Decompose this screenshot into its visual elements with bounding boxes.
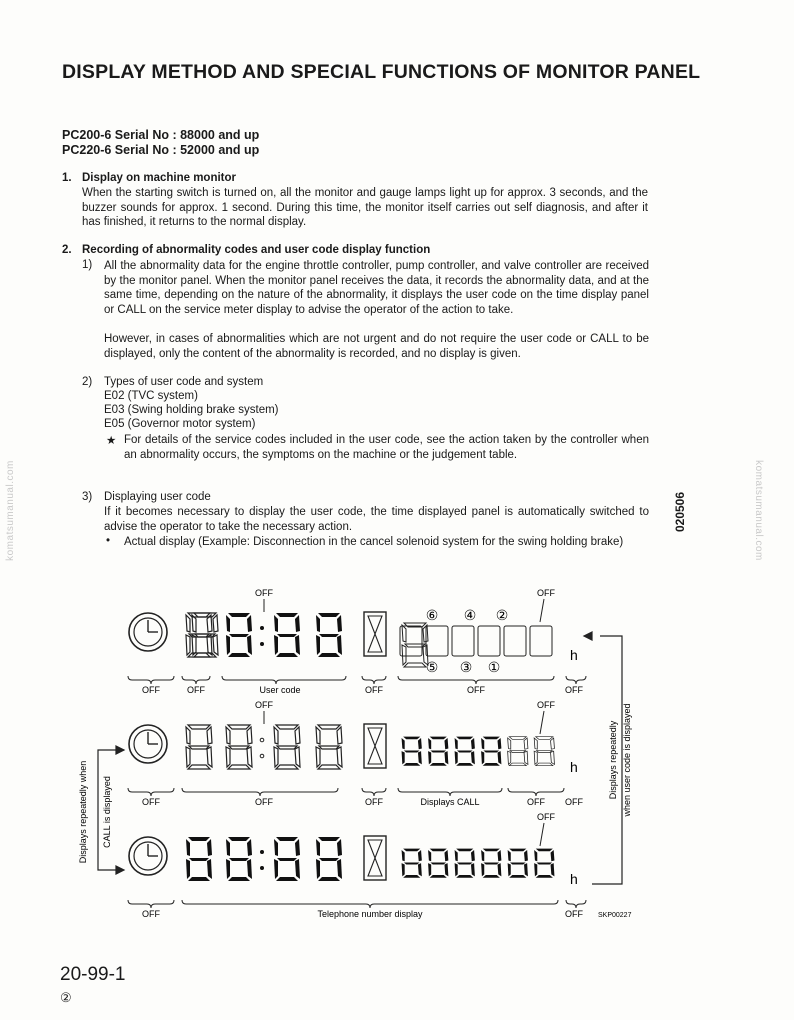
display-row-telephone xyxy=(128,812,632,919)
item-3-number: 3) xyxy=(82,491,93,503)
serial-number-pc220: PC220-6 Serial No : 52000 and up xyxy=(62,143,260,157)
circled-number: ① xyxy=(487,659,501,675)
document-number: 020506 xyxy=(673,491,688,533)
star-icon: ★ xyxy=(106,435,117,447)
off-label: OFF xyxy=(255,797,273,807)
item-2-note: For details of the service codes included in the user code, see the action taken by the controller when an abnormality occurs, the symptoms on the machine or the judgement table. xyxy=(124,434,649,461)
digit-6 xyxy=(316,613,342,657)
right-side-label-1: Displays repeatedly xyxy=(608,720,618,800)
off-label: OFF xyxy=(537,812,555,822)
circled-number: ④ xyxy=(463,607,477,623)
right-side-label-2: when user code is displayed xyxy=(622,703,632,817)
off-label: OFF xyxy=(565,685,583,695)
displays-call-label: Displays CALL xyxy=(420,797,480,807)
hourglass-icon xyxy=(364,612,386,656)
off-label: OFF xyxy=(467,685,485,695)
figure-code: SKP00227 xyxy=(598,912,632,919)
off-label: OFF xyxy=(255,588,273,598)
section-2-heading: Recording of abnormality codes and user code display function xyxy=(82,244,431,256)
off-label: OFF xyxy=(365,797,383,807)
hourglass-icon xyxy=(364,836,386,880)
user-code-e03: E03 (Swing holding brake system) xyxy=(104,404,279,416)
off-label: OFF xyxy=(142,797,160,807)
telephone-number-label: Telephone number display xyxy=(317,909,423,919)
item-3-bullet-text: Actual display (Example: Disconnection in the cancel solenoid system for the swing holding brake) xyxy=(124,536,624,548)
digit-0 xyxy=(274,613,300,657)
display-row-user-code xyxy=(128,588,586,695)
clock-icon xyxy=(129,725,167,763)
circled-number: ③ xyxy=(459,659,473,675)
circled-number: ⑥ xyxy=(425,607,439,623)
item-1-paragraph: All the abnormality data for the engine throttle controller, pump controller, and valve controller are received by the monitor panel. When the monitor panel receives the data, it records the abnormality data, and at the same time, depending on the nature of the abnormality, it displays the user code on the time display panel or CALL on the service meter display to advise the operator of the action to take. xyxy=(104,260,649,316)
item-2-heading: Types of user code and system xyxy=(104,376,264,388)
item-2-number: 2) xyxy=(82,376,93,388)
display-row-call xyxy=(128,700,583,807)
clock-icon xyxy=(129,613,167,651)
user-code-e05: E05 (Governor motor system) xyxy=(104,418,256,430)
item-3-heading: Displaying user code xyxy=(104,491,211,503)
user-code-label: User code xyxy=(259,685,301,695)
page-number: 20-99-1 xyxy=(60,964,126,985)
item-3-body: If it becomes necessary to display the user code, the time displayed panel is automatically switched to advise the operator to take the necessary action. xyxy=(104,506,649,533)
clock-icon xyxy=(129,837,167,875)
item-1-note-paragraph: However, in cases of abnormalities which are not urgent and do not require the user code or CALL to be displayed, only the content of the abnormality is recorded, and no display is given. xyxy=(104,333,649,360)
circled-number: ② xyxy=(495,607,509,623)
hourglass-icon xyxy=(364,724,386,768)
monitor-display-diagram xyxy=(0,580,794,920)
item-1-number: 1) xyxy=(82,259,93,271)
off-label: OFF xyxy=(537,588,555,598)
section-1-body: When the starting switch is turned on, all the monitor and gauge lamps light up for approx. 3 seconds, and the buzzer sounds for approx. 1 second. During this time, the monitor itself carries out self diagnosis, and after it has finished, it returns to the normal display. xyxy=(82,187,648,229)
off-label: OFF xyxy=(142,685,160,695)
section-1-number: 1. xyxy=(62,172,72,184)
left-side-label-2: CALL is displayed xyxy=(102,776,112,848)
hour-unit: h xyxy=(570,647,578,663)
right-watermark: komatsumanual.com xyxy=(752,460,764,561)
off-label: OFF xyxy=(142,909,160,919)
section-2-number: 2. xyxy=(62,244,72,256)
off-label: OFF xyxy=(527,797,545,807)
left-watermark: komatsumanual.com xyxy=(4,460,16,561)
section-1-heading: Display on machine monitor xyxy=(82,172,236,184)
off-label: OFF xyxy=(565,797,583,807)
hour-unit: h xyxy=(570,871,578,887)
off-label: OFF xyxy=(537,700,555,710)
serial-number-pc200: PC200-6 Serial No : 88000 and up xyxy=(62,128,260,142)
off-label: OFF xyxy=(365,685,383,695)
bullet-icon: • xyxy=(106,535,111,547)
off-label: OFF xyxy=(255,700,273,710)
circled-number: ⑤ xyxy=(425,659,439,675)
page-title: DISPLAY METHOD AND SPECIAL FUNCTIONS OF MONITOR PANEL xyxy=(62,61,701,83)
off-label: OFF xyxy=(565,909,583,919)
off-label: OFF xyxy=(187,685,205,695)
left-side-label-1: Displays repeatedly when xyxy=(78,760,88,864)
user-code-e02: E02 (TVC system) xyxy=(104,390,198,402)
revision-mark: ② xyxy=(60,990,72,1005)
hour-unit: h xyxy=(570,759,578,775)
digit-e xyxy=(226,613,252,657)
